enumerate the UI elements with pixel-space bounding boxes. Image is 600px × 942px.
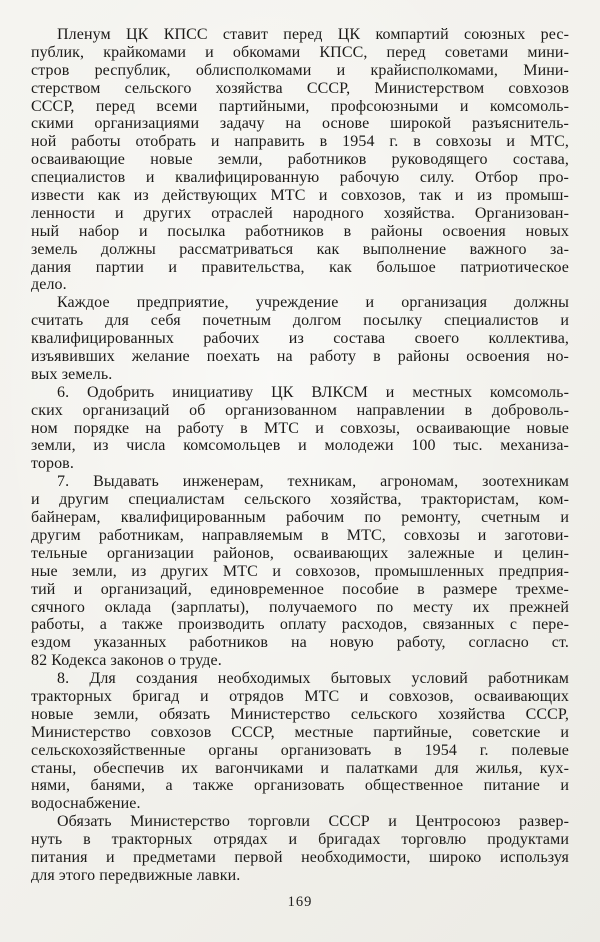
paragraph [31,473,569,670]
text-line: извести как из действующих МТС и совхозов, так и из промыш- [31,187,569,205]
text-line: ских организаций об организованном направлении в доброволь- [31,401,569,419]
text-line: ный набор и посылка работников в районы освоения новых [31,222,569,240]
paragraph [31,670,569,813]
text-line: ленности и других отраслей народного хозяйства. Организован- [31,204,569,222]
text-line: для этого передвижные лавки. [31,866,241,884]
text-line: СССР, перед всеми партийными, профсоюзными и комсомоль- [31,97,569,115]
text-line: тракторных бригад и отрядов МТС и совхозов, осваивающих [31,687,569,705]
text-line: станы, обеспечив их вагончиками и палатками для жилья, кух- [31,759,569,777]
text-line: публик, крайкомами и обкомами КПСС, перед советами мини- [31,43,569,61]
text-line: специалистов и квалифицированную рабочую силу. Отбор про- [31,169,569,187]
text-line: тельные организации районов, осваивающих залежные и целин- [31,544,569,562]
text-line: ной работы отобрать и направить в 1954 г. в совхозы и МТС, [31,133,569,151]
text-line: земель должны рассматриваться как выполнение важного за- [31,240,569,258]
text-line: Каждое предприятие, учреждение и организация должны [57,294,569,312]
text-line: Обязать Министерство торговли СССР и Центросоюз развер- [57,813,569,831]
text-line: стров республик, облисполкомами и крайисполкомами, Мини- [31,61,569,79]
text-line: новые земли, обязать Министерство сельского хозяйства СССР, [31,705,569,723]
text-line: байнерам, квалифицированным рабочим по ремонту, счетным и [31,509,569,527]
text-line: торов. [31,455,74,473]
text-line: сячного оклада (зарплаты), получаемого по месту их прежней [31,598,569,616]
text-line: ездом указанных работников на новую работу, согласно ст. [31,634,569,652]
text-line: вых земель. [31,365,113,383]
text-line: нями, банями, а также организовать общественное питание и [31,777,569,795]
text-line: 8. Для создания необходимых бытовых условий работникам [57,670,569,688]
text-line: 6. Одобрить инициативу ЦК ВЛКСМ и местных комсомоль- [57,383,569,401]
text-line: осваивающие новые земли, работников руководящего состава, [31,151,569,169]
text-line: другим работникам, направляемым в МТС, совхозы и заготови- [31,526,569,544]
text-block [31,26,569,885]
paragraph [31,26,569,294]
text-line: работы, а также производить оплату расходов, связанных с пере- [31,616,569,634]
text-line: питания и предметами первой необходимости, широко используя [31,848,569,866]
text-line: и другим специалистам сельского хозяйства, трактористам, ком- [31,491,569,509]
text-line: 82 Кодекса законов о труде. [31,652,222,670]
text-line: нуть в тракторных отрядах и бригадах торговлю продуктами [31,831,569,849]
text-line: стерством сельского хозяйства СССР, Министерством совхозов [31,79,569,97]
paragraph [31,384,569,473]
text-line: водоснабжение. [31,795,141,813]
text-line: сельскохозяйственные органы организовать в 1954 г. полевые [31,741,569,759]
text-line: считать для себя почетным долгом посылку специалистов и [31,312,569,330]
text-line: дело. [31,276,67,294]
text-line: скими организациями задачу на основе широкой разъяснитель- [31,115,569,133]
text-line: ном порядке на работу в МТС и совхозы, осваивающие новые [31,419,569,437]
text-line: земли, из числа комсомольцев и молодежи 100 тыс. механиза- [31,437,569,455]
text-line: Министерство совхозов СССР, местные партийные, советские и [31,723,569,741]
text-line: изъявивших желание поехать на работу в районы освоения но- [31,348,569,366]
text-line: Пленум ЦК КПСС ставит перед ЦК компартий союзных рес- [57,26,569,43]
text-line: тий и организаций, единовременное пособие в размере трехме- [31,580,569,598]
text-line: дания партии и правительства, как большое патриотическое [31,258,569,276]
paragraph [31,813,569,885]
page-number: 169 [287,893,313,910]
text-line: 7. Выдавать инженерам, техникам, агрономам, зоотехникам [57,473,569,491]
text-line: квалифицированных рабочих из состава своего коллектива, [31,330,569,348]
text-line: ные земли, из других МТС и совхозов, промышленных предприя- [31,562,569,580]
paragraph [31,294,569,383]
